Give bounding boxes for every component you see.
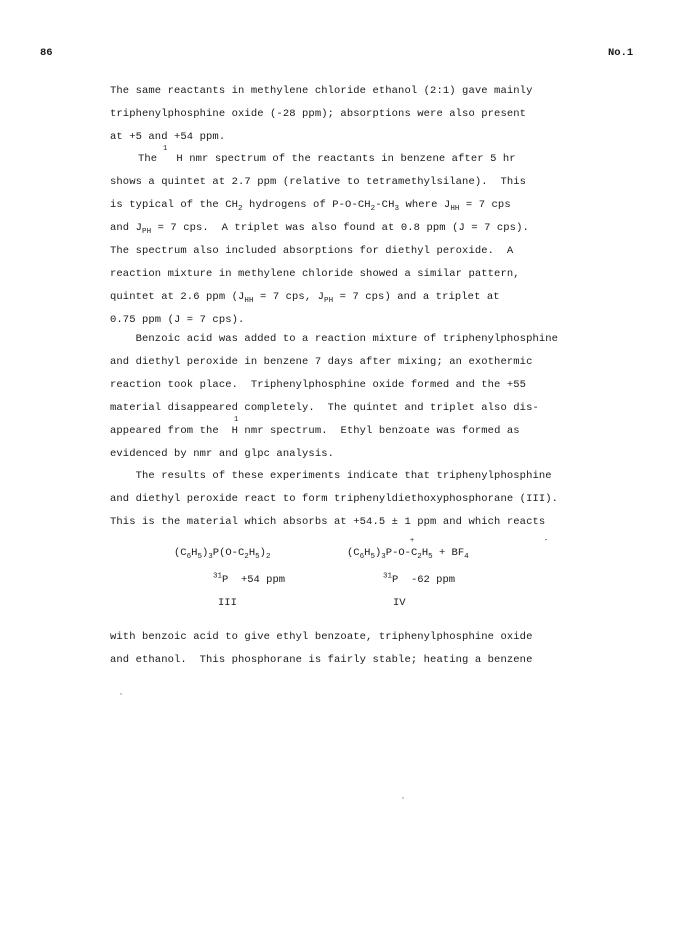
text-line: The results of these experiments indicate that triphenylphosphine: [110, 470, 552, 482]
formula-III: $(C_6H_5)_3P(O-C_2H_5)_2$: [174, 547, 271, 562]
charge-minus: -: [544, 537, 549, 545]
text-line: Benzoic acid was added to a reaction mixture of triphenylphosphine: [110, 333, 559, 345]
text-line: material disappeared completely. The quintet and triplet also dis-: [110, 402, 539, 414]
text-line: and diethyl peroxide react to form triphenyldiethoxyphosphorane (III).: [110, 493, 559, 505]
formula-IV: $(C_6H_5)_3P-O-C_2H_5 + BF_4$: [347, 547, 469, 562]
text-line: and $J_{PH} = 7$ cps. A triplet was also found at 0.8 ppm (J = 7 cps).: [110, 222, 529, 237]
text-line: triphenylphosphine oxide (-28 ppm); absorptions were also present: [110, 108, 527, 120]
superscript-1: 1: [163, 145, 168, 153]
page-number: 86: [40, 47, 53, 59]
text-line: reaction mixture in methylene chloride showed a similar pattern,: [110, 268, 520, 280]
scan-speck: [120, 693, 122, 695]
text-line: at +5 and +54 ppm.: [110, 131, 226, 143]
text-line: with benzoic acid to give ethyl benzoate, triphenylphosphine oxide: [110, 631, 533, 643]
shift-III: $^{31}$P +54 ppm: [213, 572, 286, 586]
text-line: This is the material which absorbs at +54.5 ± 1 ppm and which reacts: [110, 516, 546, 528]
text-line: shows a quintet at 2.7 ppm (relative to tetramethylsilane). This: [110, 176, 527, 188]
label-IV: IV: [393, 597, 406, 609]
superscript-1: 1: [234, 416, 239, 424]
text-line: The H nmr spectrum of the reactants in benzene after 5 hr: [138, 153, 516, 165]
text-line: evidenced by nmr and glpc analysis.: [110, 448, 335, 460]
text-line: quintet at 2.6 ppm ($J_{HH} = 7$ cps, $J_{PH} = 7$ cps) and a triplet at: [110, 291, 500, 306]
issue-number: No.1: [608, 47, 634, 59]
text-line: and ethanol. This phosphorane is fairly stable; heating a benzene: [110, 654, 533, 666]
text-line: 0.75 ppm (J = 7 cps).: [110, 314, 245, 326]
text-line: appeared from the H nmr spectrum. Ethyl benzoate was formed as: [110, 425, 520, 437]
text-line: The same reactants in methylene chloride ethanol (2:1) gave mainly: [110, 85, 533, 97]
text-line: and diethyl peroxide in benzene 7 days after mixing; an exothermic: [110, 356, 533, 368]
text-line: reaction took place. Triphenylphosphine oxide formed and the +55: [110, 379, 527, 391]
text-line: The spectrum also included absorptions for diethyl peroxide. A: [110, 245, 514, 257]
text-line: is typical of the $CH_2$ hydrogens of $P-O-CH_2-CH_3$ where $J_{HH} = 7$ cps: [110, 199, 511, 214]
shift-IV: $^{31}$P -62 ppm: [383, 572, 456, 586]
charge-plus: +: [410, 537, 415, 545]
scan-speck: [402, 797, 404, 799]
label-III: III: [218, 597, 237, 609]
